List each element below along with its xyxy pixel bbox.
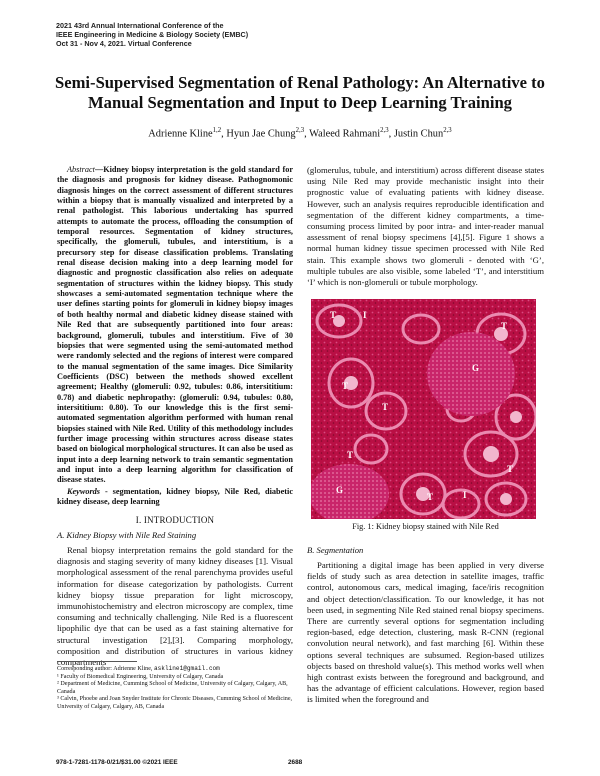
footnotes bbox=[57, 665, 293, 712]
figure-label-tubule: T bbox=[507, 464, 514, 474]
author-affiliation: 2,3 bbox=[443, 127, 452, 134]
figure-caption: Fig. 1: Kidney biopsy stained with Nile Red bbox=[352, 522, 499, 531]
author-name: Hyun Jae Chung bbox=[226, 128, 296, 140]
figure-label-tubule: T bbox=[342, 381, 349, 391]
figure-label-glomerulus: G bbox=[336, 485, 344, 495]
author-name: Adrienne Kline bbox=[148, 128, 213, 140]
keywords-text: - segmentation, kidney biopsy, Nile Red, diabetic kidney disease, deep learning bbox=[57, 486, 293, 506]
author-name: Waleed Rahmani bbox=[309, 128, 381, 140]
conference-line-1: 2021 43rd Annual International Conference of the bbox=[56, 21, 224, 30]
subsection-heading-nile-red: A. Kidney Biopsy with Nile Red Staining bbox=[57, 529, 197, 540]
right-column-top bbox=[307, 165, 544, 288]
corresponding-author: Corresponding author: Adrienne Kline, askline1@gmail.com bbox=[57, 665, 220, 672]
page-number: 2688 bbox=[288, 759, 303, 766]
subsection-heading-segmentation: B. Segmentation bbox=[307, 545, 364, 555]
footnote-1: ¹ Faculty of Biomedical Engineering, University of Calgary, Canada bbox=[57, 673, 224, 680]
title-line-2: Manual Segmentation and Input to Deep Learning Training bbox=[88, 93, 512, 112]
abstract-lead: Abstract bbox=[67, 165, 95, 174]
biopsy-image bbox=[311, 299, 536, 519]
abstract bbox=[57, 165, 293, 486]
author-affiliation: 2,3 bbox=[295, 127, 305, 134]
figure-label-interstitium: I bbox=[463, 490, 467, 500]
right-column-segmentation bbox=[307, 545, 544, 706]
conference-header bbox=[56, 21, 248, 48]
conference-line-2: IEEE Engineering in Medicine & Biology Society (EMBC) bbox=[56, 30, 249, 39]
footnote-2: ² Department of Medicine, Cumming School of Medicine, University of Calgary, Calgary, AB, Canada bbox=[57, 681, 288, 695]
conference-line-3: Oct 31 - Nov 4, 2021. Virtual Conference bbox=[56, 39, 192, 48]
figure-label-interstitium: I bbox=[363, 310, 367, 320]
figure-label-tubule: T bbox=[347, 450, 354, 460]
isbn-copyright: 978-1-7281-1178-0/21/$31.00 ©2021 IEEE bbox=[56, 759, 178, 766]
author-name: Justin Chun bbox=[393, 128, 444, 140]
segmentation-paragraph: Partitioning a digital image has been applied in very diverse fields of study such as area detection in satellite images, traffic control, autonomous cars, medical imaging, face/iris recognition and object detection/classification. To our knowledge, it has not been used, in segmenting Nile Red stained renal biopsy specimens. There are currently several options for segmentation including region-based, edge detection, clustering, mask R-CNN (regional convolution neural network), and fast marching [6]. Within these options several techniques are subsumed. Region-based utilizes objects based on threshold value(s). This method works well when high contrast exists between the foreground and background, and has the advantage of efficient calculations. However, region based is limited when the foreground and bbox=[307, 560, 544, 705]
intro-paragraph: Renal biopsy interpretation remains the gold standard for the diagnosis and staging severity of many kidney diseases [1]. Visual morphological assessment of the renal parenchyma provides useful information for disease categorization by pathologists. Current kidney biopsy tissue preparation for light microscopy, immunohistochemistry and electron microscopy are complex, time consuming and technically challenging. Nile Red is a fluorescent lipophilic dye that can be used as a fast staining alternative for structural investigation [2],[3]. Comparing morphology, composition and distribution of structures in various kidney compartments bbox=[57, 545, 293, 668]
section-heading-introduction: I. INTRODUCTION bbox=[135, 515, 215, 526]
figure-label-tubule: T bbox=[330, 310, 337, 320]
title-line-1: Semi-Supervised Segmentation of Renal Pathology: An Alternative to bbox=[55, 73, 545, 92]
keywords bbox=[57, 487, 293, 508]
author-affiliation: 1,2 bbox=[212, 127, 222, 134]
author-list: Adrienne Kline$^{1,2}$, Hyun Jae Chung$^{2,3}$, Waleed Rahmani$^{2,3}$, Justin Chun$^{2,3}$ bbox=[148, 127, 452, 140]
kidney-biopsy-figure bbox=[311, 299, 536, 519]
figure-label-tubule: T bbox=[382, 402, 389, 412]
footnote-3: ³ Calvin, Phoebe and Joan Snyder Institute for Chronic Diseases, Cumming School of Medicine, University of Calgary, Calgary, AB, Canada bbox=[57, 696, 293, 710]
footnote-rule bbox=[57, 661, 137, 662]
figure-label-glomerulus: G bbox=[472, 363, 480, 373]
paper-title bbox=[40, 73, 560, 113]
author-email-link[interactable]: askline1@gmail.com bbox=[153, 665, 220, 672]
left-column bbox=[57, 165, 293, 668]
author-affiliation: 2,3 bbox=[380, 127, 389, 134]
figure-label-tubule: T bbox=[501, 321, 508, 331]
right-paragraph: (glomerulus, tubule, and interstitium) across different disease states using Nile Red may provide mechanistic insight into their prognostic value of evaluating patients with kidney disease. However, such an analysis requires reproducible identification and segmentation of the different kidney compartments, a time-consuming process limited by poor intra- and inter-reader manual assessment of renal biopsy specimens [4],[5]. Figure 1 shows a normal human kidney tissue specimen processed with Nile Red stain. This example shows two glomeruli - denoted with ‘G’, multiple tubules are also visible, some labeled ‘T’, and interstitium ‘I’ which is non-glomeruli or tubule morphology. bbox=[307, 165, 544, 288]
figure-label-tubule: T bbox=[427, 492, 434, 502]
keywords-lead: Keywords bbox=[67, 486, 100, 496]
abstract-text: —Kidney biopsy interpretation is the gold standard for the diagnosis and prognosis for kidney disease. Pathognomonic diagnosis hinges on the correct assessment of different structures within a biopsy that is manually visualized and interpreted by a renal pathologist. This laborious undertaking has spurred attempts to automate the process, offloading the consumption of temporal resources. Segmentation of kidney structures, specifically, the glomeruli, tubules, and interstitium, is a precursory step for disease classification problems. Translating renal disease decision making into a deep learning model for diagnostic and prognostic classification also relies on adequate segmentation of structures within the kidney biopsy. This study showcases a semi-automated segmentation technique where the user defines starting points for glomeruli in kidney biopsy images of both healthy normal and diabetic kidney disease stained with Nile Red that are subsequently partitioned into four areas: background, glomeruli, tubules and interstitium. Five of 30 biopsies that were segmented using the semi-automated method were randomly selected and the regions of interest were compared to the manual segmentation of the same images. Dice Similarity Coefficients (DSC) between the methods showed excellent agreement; Healthy (glomeruli: 0.92, tubules: 0.86, intersititium: 0.78) and diabetic nephropathy: (glomeruli: 0.94, tubules: 0.80, intersititium: 0.80). To our knowledge this is the first semi-automated segmentation algorithm performed with human renal biopsies stained with Nile Red. Utility of this methodology includes further image processing within structures across disease states based on biological morphological structures. It can also be used as input into a deep learning network to train semantic segmentation and input into a deep learning algorithm for classification of disease states. bbox=[57, 165, 293, 485]
